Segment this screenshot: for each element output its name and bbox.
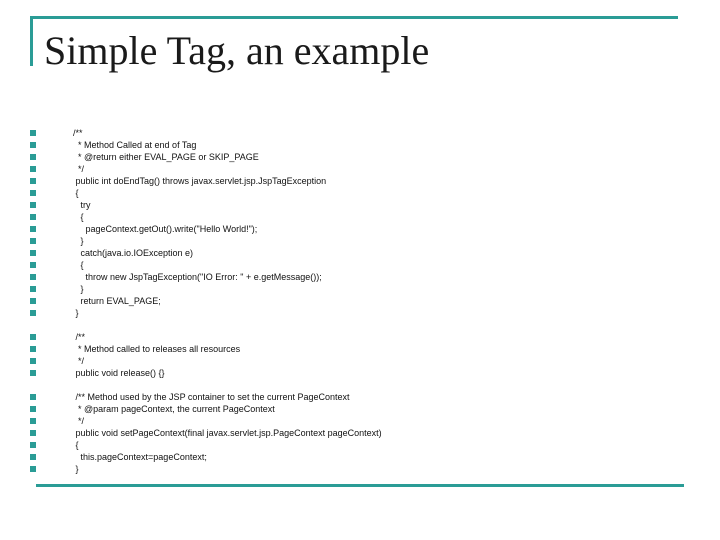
code-line bbox=[30, 187, 670, 199]
square-bullet-icon bbox=[30, 454, 36, 460]
code-line bbox=[30, 283, 670, 295]
code-line-text: { bbox=[73, 188, 79, 198]
code-line bbox=[30, 151, 670, 163]
code-line-text: this.pageContext=pageContext; bbox=[73, 452, 207, 462]
square-bullet-icon bbox=[30, 418, 36, 424]
square-bullet-icon bbox=[30, 202, 36, 208]
square-bullet-icon bbox=[30, 466, 36, 472]
code-line-text: * Method called to releases all resources bbox=[73, 344, 241, 354]
code-line bbox=[30, 127, 670, 139]
code-line-text: /** bbox=[73, 128, 83, 138]
square-bullet-icon bbox=[30, 370, 36, 376]
code-line-text: pageContext.getOut().write("Hello World!"); bbox=[73, 224, 258, 234]
square-bullet-icon bbox=[30, 334, 36, 340]
code-line-text: } bbox=[73, 236, 84, 246]
code-line bbox=[30, 271, 670, 283]
code-line-text: * @param pageContext, the current PageContext bbox=[73, 404, 275, 414]
code-block-setpagecontext bbox=[30, 391, 670, 475]
code-line bbox=[30, 223, 670, 235]
code-line-text: */ bbox=[73, 356, 85, 366]
square-bullet-icon bbox=[30, 394, 36, 400]
square-bullet-icon bbox=[30, 406, 36, 412]
code-line-text: /** Method used by the JSP container to set the current PageContext bbox=[73, 392, 350, 402]
square-bullet-icon bbox=[30, 346, 36, 352]
code-line-text: } bbox=[73, 308, 79, 318]
square-bullet-icon bbox=[30, 250, 36, 256]
code-line bbox=[30, 415, 670, 427]
code-line bbox=[30, 403, 670, 415]
code-line-text: } bbox=[73, 284, 84, 294]
code-line bbox=[30, 427, 670, 439]
code-block-release bbox=[30, 331, 670, 379]
code-line-text: { bbox=[73, 440, 79, 450]
code-line-text: { bbox=[73, 212, 84, 222]
code-line bbox=[30, 367, 670, 379]
code-line bbox=[30, 295, 670, 307]
title-rule-top bbox=[30, 16, 678, 19]
code-line-text: */ bbox=[73, 164, 85, 174]
title-rule-left bbox=[30, 16, 33, 66]
code-block-doendtag bbox=[30, 127, 670, 319]
code-line bbox=[30, 247, 670, 259]
slide-title: Simple Tag, an example bbox=[44, 28, 430, 73]
code-line bbox=[30, 307, 670, 319]
square-bullet-icon bbox=[30, 310, 36, 316]
code-line bbox=[30, 259, 670, 271]
code-line bbox=[30, 439, 670, 451]
square-bullet-icon bbox=[30, 190, 36, 196]
square-bullet-icon bbox=[30, 166, 36, 172]
code-line-text: * @return either EVAL_PAGE or SKIP_PAGE bbox=[73, 152, 259, 162]
code-line-text: public void setPageContext(final javax.servlet.jsp.PageContext pageContext) bbox=[73, 428, 382, 438]
square-bullet-icon bbox=[30, 142, 36, 148]
code-line bbox=[30, 175, 670, 187]
code-line bbox=[30, 331, 670, 343]
code-line-text: */ bbox=[73, 416, 85, 426]
square-bullet-icon bbox=[30, 226, 36, 232]
square-bullet-icon bbox=[30, 130, 36, 136]
code-line-text: public void release() {} bbox=[73, 368, 165, 378]
code-line bbox=[30, 199, 670, 211]
square-bullet-icon bbox=[30, 262, 36, 268]
square-bullet-icon bbox=[30, 358, 36, 364]
code-line-text: return EVAL_PAGE; bbox=[73, 296, 161, 306]
square-bullet-icon bbox=[30, 214, 36, 220]
code-line-text: throw new JspTagException("IO Error: " + e.getMessage()); bbox=[73, 272, 322, 282]
code-line bbox=[30, 163, 670, 175]
square-bullet-icon bbox=[30, 154, 36, 160]
code-line bbox=[30, 355, 670, 367]
code-line-text: } bbox=[73, 464, 79, 474]
square-bullet-icon bbox=[30, 274, 36, 280]
code-line bbox=[30, 235, 670, 247]
square-bullet-icon bbox=[30, 238, 36, 244]
code-line bbox=[30, 139, 670, 151]
code-line bbox=[30, 343, 670, 355]
square-bullet-icon bbox=[30, 442, 36, 448]
code-line bbox=[30, 391, 670, 403]
code-line-text: catch(java.io.IOException e) bbox=[73, 248, 194, 258]
square-bullet-icon bbox=[30, 430, 36, 436]
square-bullet-icon bbox=[30, 178, 36, 184]
code-line bbox=[30, 463, 670, 475]
square-bullet-icon bbox=[30, 286, 36, 292]
code-line bbox=[30, 451, 670, 463]
code-line-text: try bbox=[73, 200, 91, 210]
code-line-text: * Method Called at end of Tag bbox=[73, 140, 197, 150]
code-line-text: public int doEndTag() throws javax.servlet.jsp.JspTagException bbox=[73, 176, 327, 186]
code-line bbox=[30, 211, 670, 223]
square-bullet-icon bbox=[30, 298, 36, 304]
bottom-rule bbox=[36, 484, 684, 487]
code-line-text: { bbox=[73, 260, 84, 270]
code-line-text: /** bbox=[73, 332, 86, 342]
